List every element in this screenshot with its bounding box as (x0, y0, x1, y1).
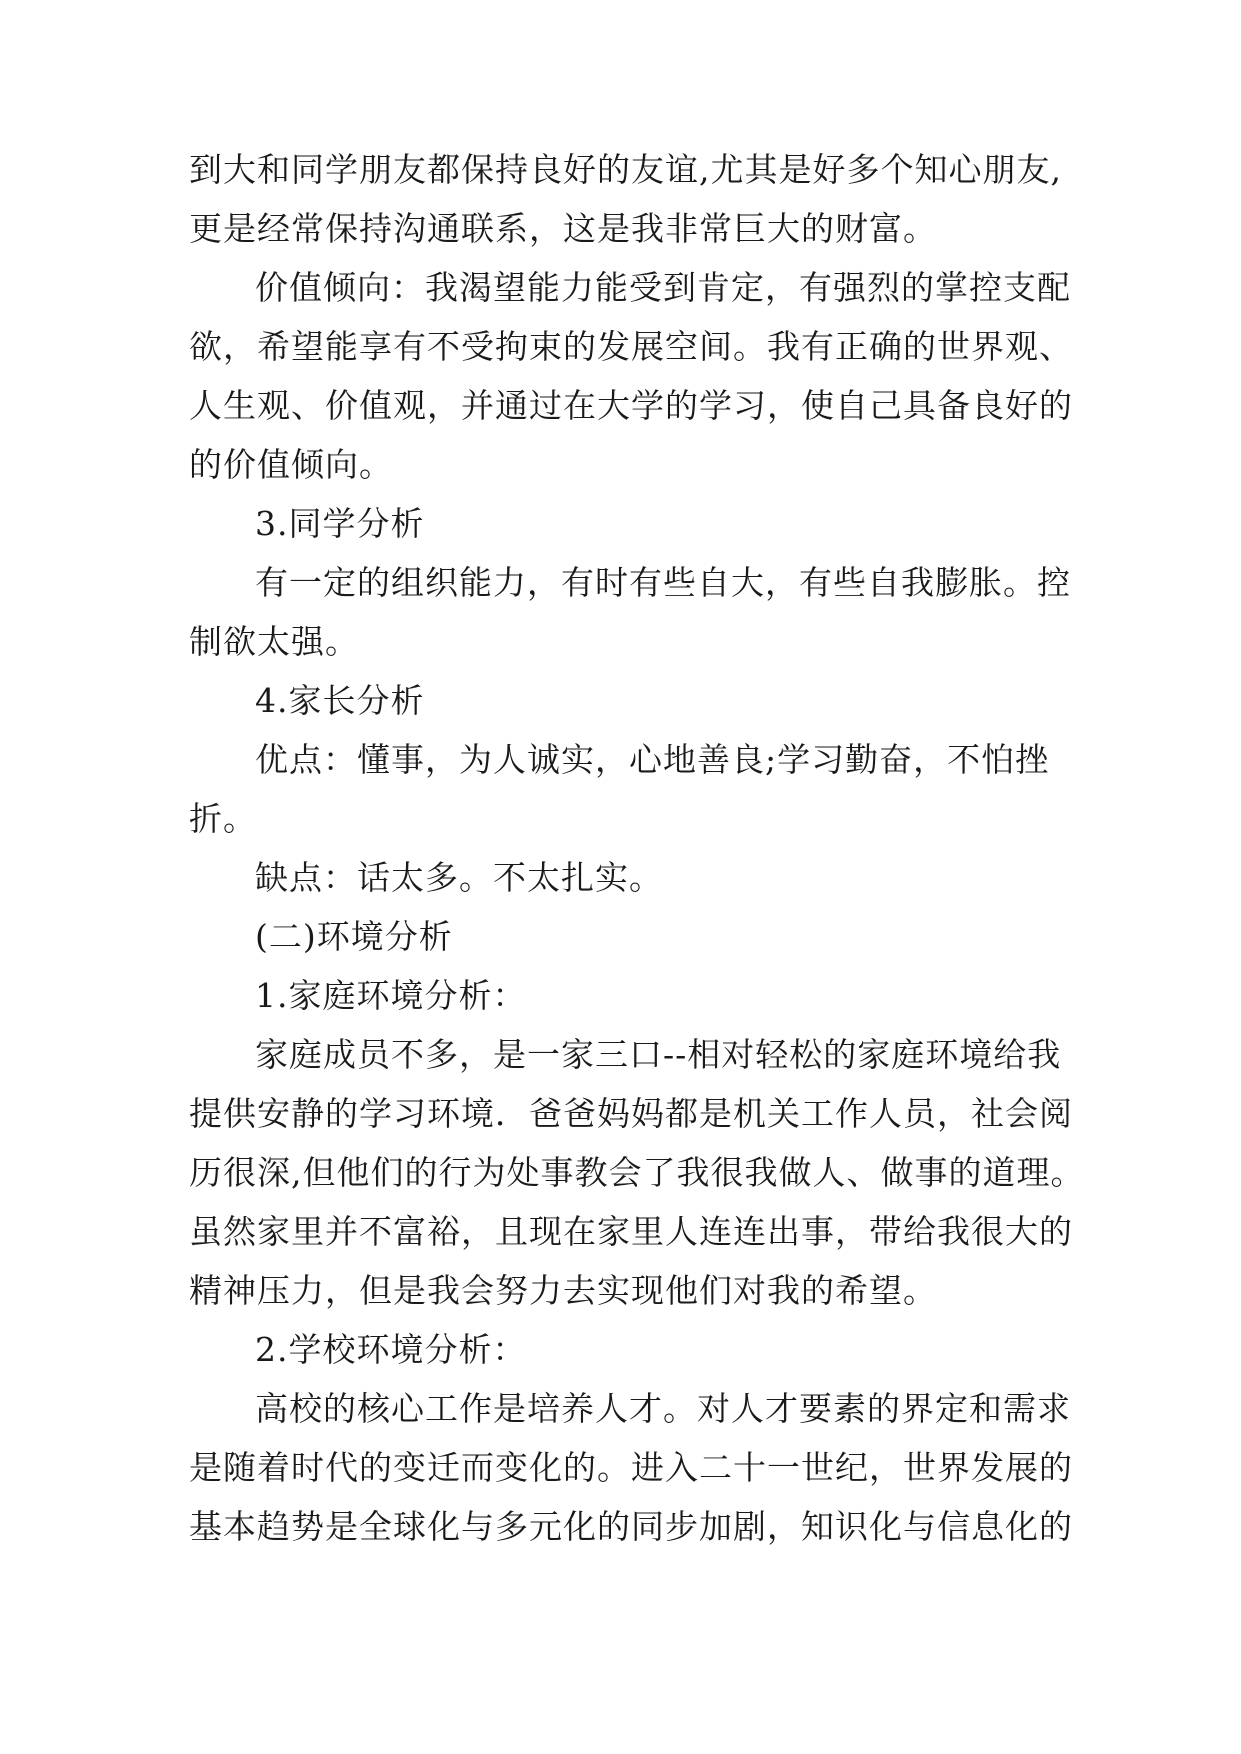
text-line: 基本趋势是全球化与多元化的同步加剧，知识化与信息化的 (189, 1507, 1073, 1546)
section-heading: 4.家长分析 (255, 681, 425, 720)
section-heading: (二)环境分析 (255, 917, 453, 956)
text-line: 是随着时代的变迁而变化的。进入二十一世纪，世界发展的 (189, 1448, 1073, 1487)
text-line: 虽然家里并不富裕，且现在家里人连连出事，带给我很大的 (189, 1212, 1073, 1251)
text-line: 优点：懂事，为人诚实，心地善良;学习勤奋，不怕挫 (255, 740, 1050, 779)
text-line: 价值倾向：我渴望能力能受到肯定，有强烈的掌控支配 (255, 268, 1071, 307)
text-line: 更是经常保持沟通联系，这是我非常巨大的财富。 (189, 209, 937, 248)
text-line: 制欲太强。 (189, 622, 359, 661)
text-line: 有一定的组织能力，有时有些自大，有些自我膨胀。控 (255, 563, 1071, 602)
text-line: 家庭成员不多，是一家三口--相对轻松的家庭环境给我 (255, 1035, 1062, 1074)
text-line: 精神压力，但是我会努力去实现他们对我的希望。 (189, 1271, 937, 1310)
text-line: 高校的核心工作是培养人才。对人才要素的界定和需求 (255, 1389, 1071, 1428)
text-line: 欲，希望能享有不受拘束的发展空间。我有正确的世界观、 (189, 327, 1073, 366)
text-line: 提供安静的学习环境．爸爸妈妈都是机关工作人员，社会阅 (189, 1094, 1073, 1133)
text-line: 缺点：话太多。不太扎实。 (255, 858, 663, 897)
text-line: 的价值倾向。 (189, 445, 393, 484)
section-heading: 3.同学分析 (255, 504, 425, 543)
section-heading: 2.学校环境分析： (255, 1330, 527, 1369)
text-line: 人生观、价值观，并通过在大学的学习，使自己具备良好的 (189, 386, 1073, 425)
text-line: 历很深,但他们的行为处事教会了我很我做人、做事的道理。 (189, 1153, 1085, 1192)
section-heading: 1.家庭环境分析： (255, 976, 527, 1015)
text-line: 到大和同学朋友都保持良好的友谊,尤其是好多个知心朋友, (189, 150, 1062, 189)
text-line: 折。 (189, 799, 257, 838)
